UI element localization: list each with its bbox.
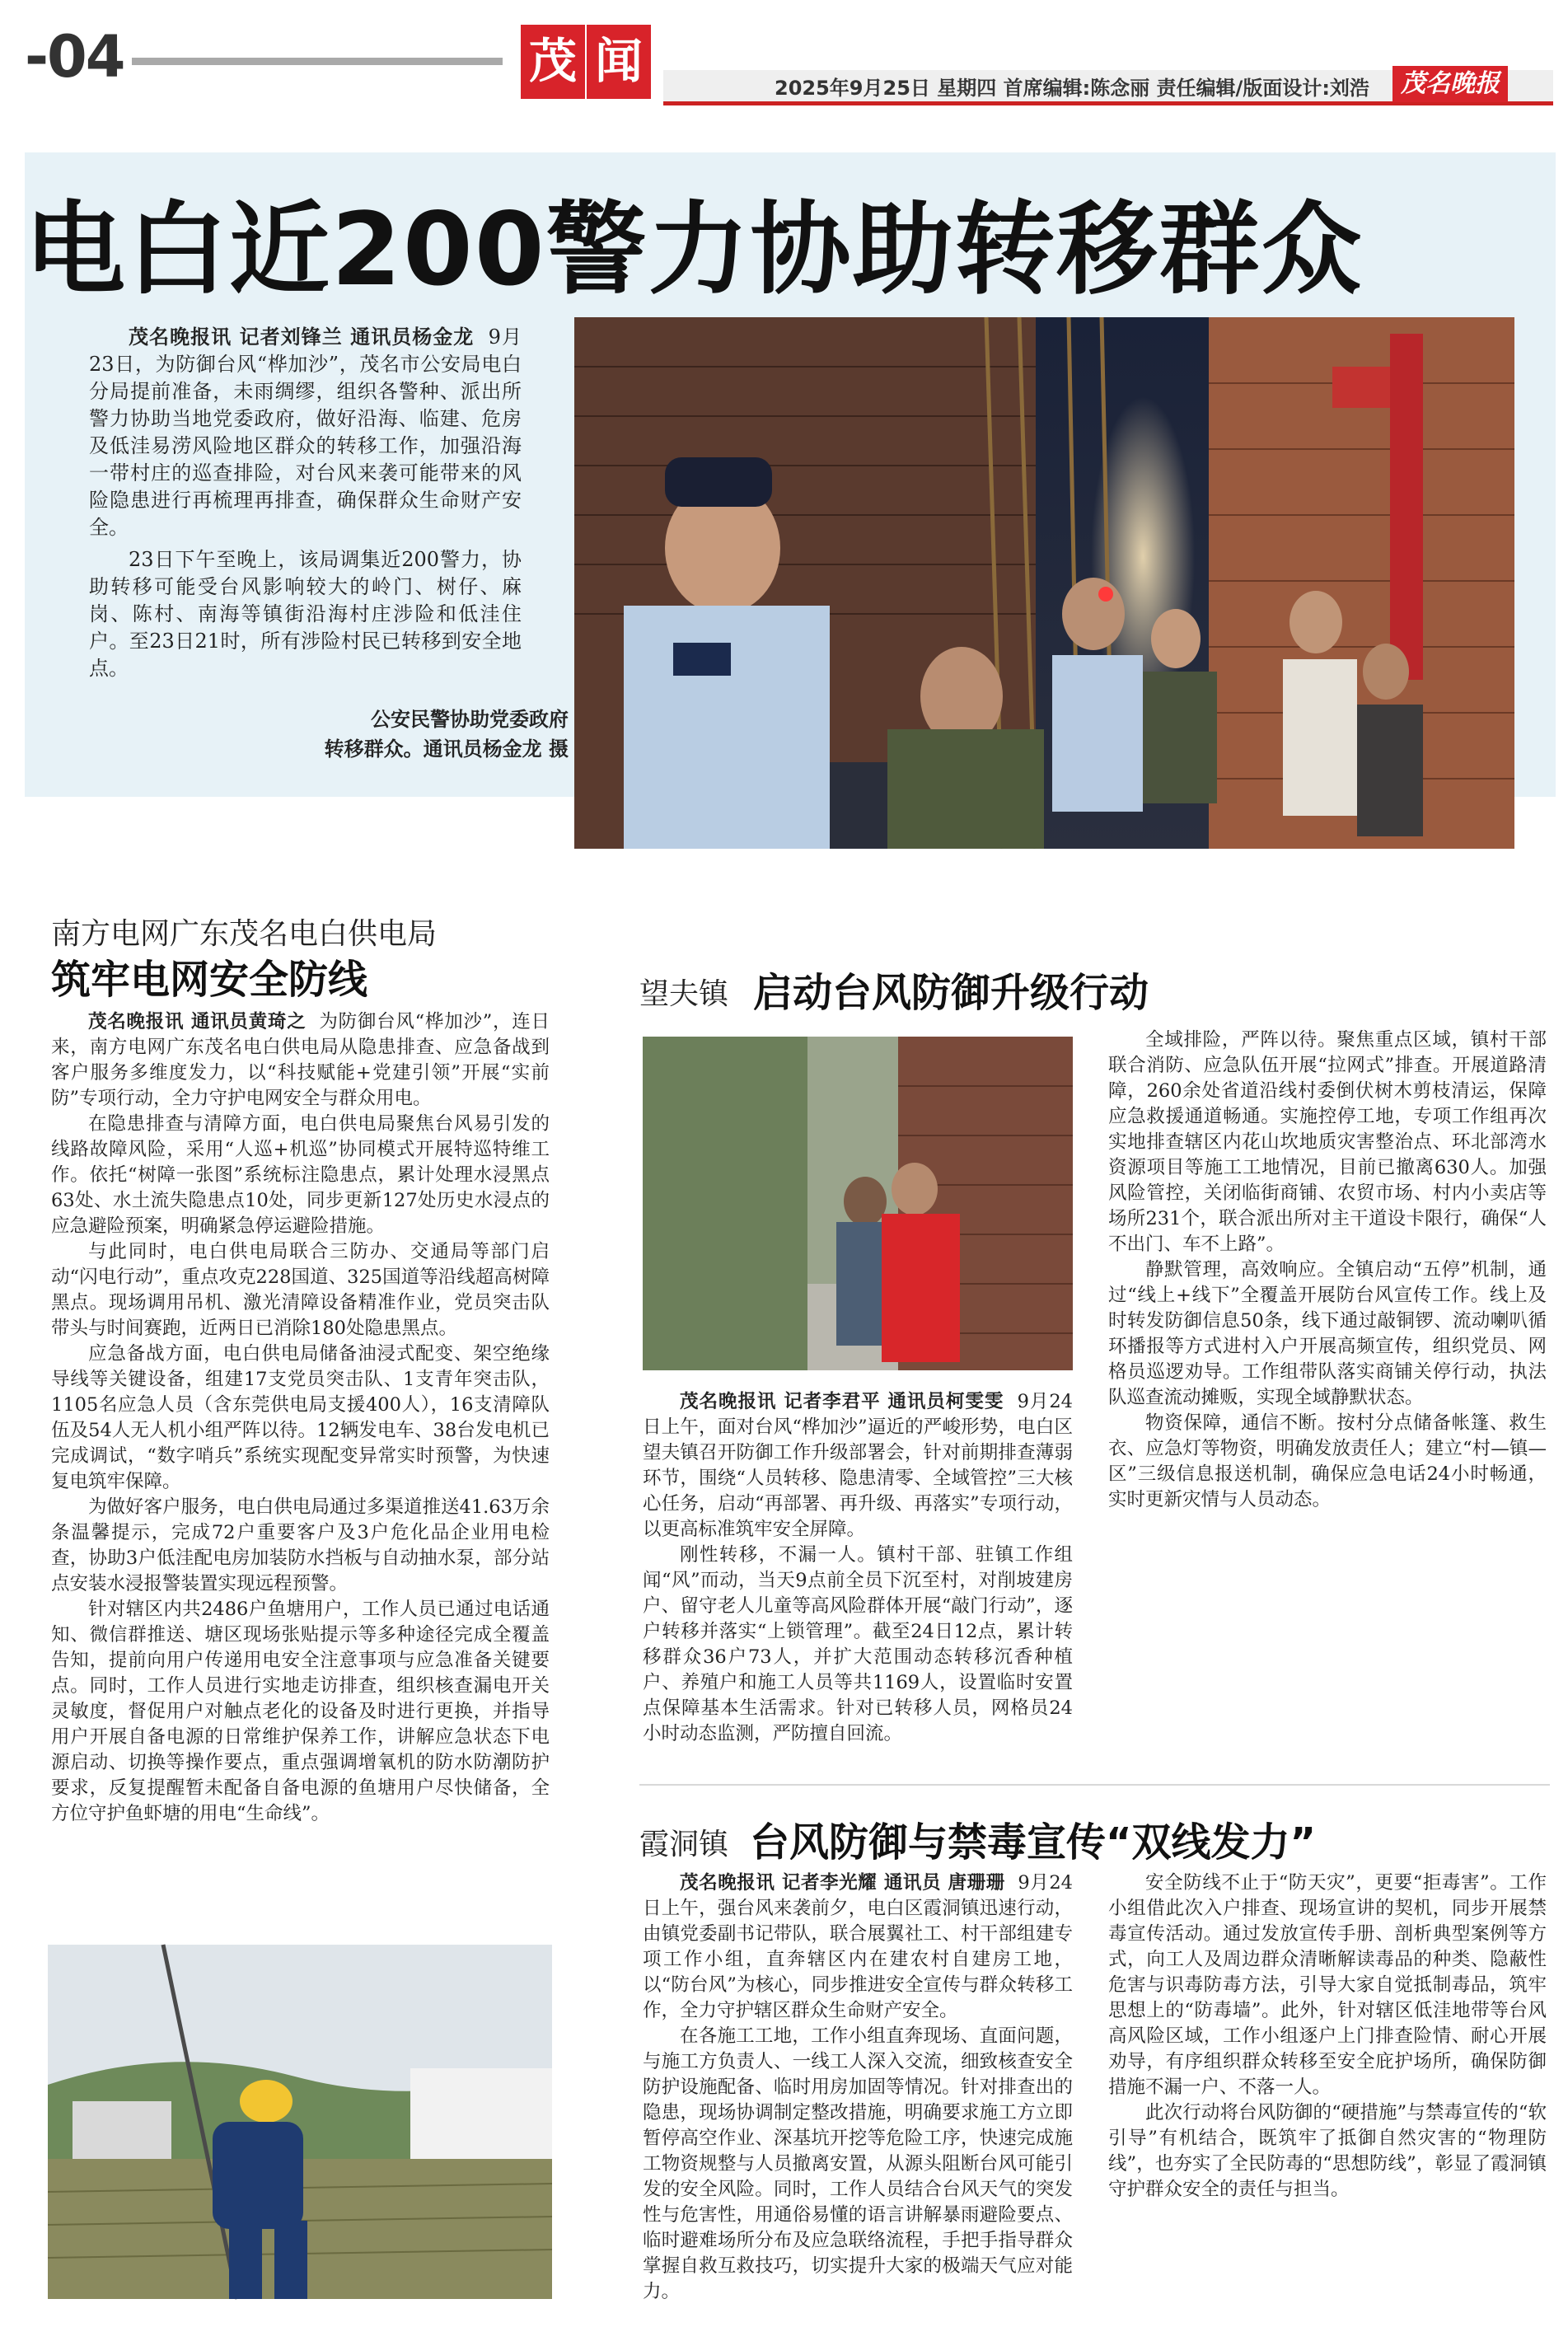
xiadong-col-2 (1108, 1870, 1547, 2203)
xiadong-paragraph-2: 在各施工工地，工作小组直奔现场、直面问题，与施工方负责人、一线工人深入交流，细致核查安全防护设施配备、临时用房加固等情况。针对排查出的隐患，现场协调制定整改措施，明确要求施工方立即暂停高空作业、深基坑开挖等危险工序，快速完成施工物资规整与人员撤离安置，从源头阻断台风可能引发的安全风险。同时，工作人员结合台风天气的突发性与危害性，用通俗易懂的语言讲解暴雨避险要点、临时避难场所分布及应急联络流程，手把手指导群众掌握自救互救技巧，切实提升大家的极端天气应对能力。 (643, 2025, 1073, 2302)
lead-paragraph-2: 23日下午至晚上，该局调集近200警力，协助转移可能受台风影响较大的岭门、树仔、麻岗、陈村、南海等镇街沿海村庄涉险和低洼住户。至23日21时，所有涉险村民已转移到安全地点。 (89, 548, 522, 680)
grid-photo (48, 1945, 552, 2299)
lead-photo-caption (247, 705, 569, 764)
grid-byline: 茂名晚报讯 通讯员黄琦之 (88, 1011, 307, 1032)
wangfu-col-2 (1108, 1028, 1547, 1513)
section-char-2: 闻 (587, 25, 651, 99)
xiadong-byline: 茂名晚报讯 记者李光耀 通讯员 唐珊珊 (680, 1872, 1005, 1894)
xiadong-col-1 (643, 1870, 1073, 2305)
wangfu-byline: 茂名晚报讯 记者李君平 通讯员柯雯雯 (680, 1391, 1004, 1412)
lead-headline: 电白近200警力协助转移群众 (25, 191, 1364, 308)
lead-caption-line-1: 公安民警协助党委政府 (371, 708, 569, 731)
lead-photo (574, 317, 1514, 849)
lead-paragraph-1: 9月23日，为防御台风“桦加沙”，茂名市公安局电白分局提前准备，未雨绸缪，组织各警种、派出所警力协助当地党委政府，做好沿海、临建、危房及低洼易涝风险地区群众的转移工作，加强沿海一带村庄的巡查排险，对台风来袭可能带来的风险隐患进行再梳理再排查，确保群众生命财产安全。 (89, 325, 522, 539)
xiadong-paragraph-3: 安全防线不止于“防天灾”，更要“拒毒害”。工作小组借此次入户排查、现场宣讲的契机，同步开展禁毒宣传活动。通过发放宣传手册、剖析典型案例等方式，向工人及周边群众清晰解读毒品的种类、隐蔽性危害与识毒防毒方法，引导大家自觉抵制毒品，筑牢思想上的“防毒墙”。此外，针对辖区低洼地带等台风高风险区域，工作小组逐户上门排查险情、耐心开展劝导，有序组织群众转移至安全庇护场所，确保防御措施不漏一户、不落一人。 (1108, 1872, 1547, 2098)
wangfu-paragraph-5: 物资保障，通信不断。按村分点储备帐篷、救生衣、应急灯等物资，明确发放责任人；建立“村—镇—区”三级信息报送机制，确保应急电话24小时畅通，实时更新灾情与人员动态。 (1108, 1412, 1547, 1510)
wangfu-photo (643, 1037, 1073, 1370)
edition-meta: 2025年9月25日 星期四 首席编辑:陈念丽 责任编辑/版面设计:刘浩 (775, 77, 1369, 100)
grid-paragraph-2: 在隐患排查与清障方面，电白供电局聚焦台风易引发的线路故障风险，采用“人巡+机巡”协同模式开展特巡特维工作。依托“树障一张图”系统标注隐患点，累计处理水浸黑点63处、水土流失隐患点10处，同步更新127处历史水浸点的应急避险预案，明确紧急停运避险措施。 (51, 1113, 550, 1237)
xiadong-paragraph-4: 此次行动将台风防御的“硬措施”与禁毒宣传的“软引导”有机结合，既筑牢了抵御自然灾害的“物理防线”，也夯实了全民防毒的“思想防线”，彰显了霞洞镇守护群众安全的责任与担当。 (1108, 2102, 1547, 2200)
wangfu-paragraph-4: 静默管理，高效响应。全镇启动“五停”机制，通过“线上+线下”全覆盖开展防台风宣传工作。线上及时转发防御信息50条，线下通过敲铜锣、流动喇叭循环播报等方式进村入户开展高频宣传，组织党员、网格员巡逻劝导。工作组带队落实商铺关停行动，执法队巡查流动摊贩，实现全域静默状态。 (1108, 1259, 1547, 1408)
xiadong-location: 霞洞镇 (639, 1828, 729, 1861)
section-divider (639, 1784, 1550, 1786)
grid-paragraph-3: 与此同时，电白供电局联合三防办、交通局等部门启动“闪电行动”，重点攻克228国道、325国道等沿线超高树障黑点。现场调用吊机、激光清障设备精准作业，党员突击队带头与时间赛跑，近两日已消除180处隐患黑点。 (51, 1241, 550, 1339)
grid-title: 筑牢电网安全防线 (51, 957, 368, 1003)
header-rule (132, 58, 503, 65)
lead-byline: 茂名晚报讯 记者刘锋兰 通讯员杨金龙 (129, 325, 475, 349)
wangfu-paragraph-1: 9月24日上午，面对台风“桦加沙”逼近的严峻形势，电白区望夫镇召开防御工作升级部署会，针对前期排查薄弱环节，围绕“人员转移、隐患清零、全域管控”三大核心任务，启动“再部署、再升级、再落实”专项行动，以更高标准筑牢安全屏障。 (643, 1391, 1073, 1540)
wangfu-title: 启动台风防御升级行动 (753, 970, 1149, 1016)
grid-body (51, 1009, 550, 1827)
lead-body (89, 324, 522, 687)
lead-caption-line-2: 转移群众。通讯员杨金龙 摄 (324, 737, 569, 761)
newspaper-logo: 茂名晚报 (1392, 66, 1508, 102)
xiadong-title: 台风防御与禁毒宣传“双线发力” (750, 1819, 1317, 1866)
wangfu-paragraph-2: 刚性转移，不漏一人。镇村干部、驻镇工作组闻“风”而动，当天9点前全员下沉至村，对削坡建房户、留守老人儿童等高风险群体开展“敲门行动”，逐户转移并落实“上锁管理”。截至24日12点，累计转移群众36户73人，并扩大范围动态转移沉香种植户、养殖户和施工人员等共1169人，设置临时安置点保障基本生活需求。针对已转移人员，网格员24小时动态监测，严防擅自回流。 (643, 1544, 1073, 1744)
grid-paragraph-6: 针对辖区内共2486户鱼塘用户，工作人员已通过电话通知、微信群推送、塘区现场张贴提示等多种途径完成全覆盖告知，提前向用户传递用电安全注意事项与应急准备关键要点。同时，工作人员进行实地走访排查，组织核查漏电开关灵敏度，督促用户对触点老化的设备及时进行更换，并指导用户开展自备电源的日常维护保养工作，讲解应急状态下电源启动、切换等操作要点，重点强调增氧机的防水防潮防护要求，反复提醒暂未配备自备电源的鱼塘用户尽快储备，全方位守护鱼虾塘的用电“生命线”。 (51, 1599, 550, 1824)
wangfu-col-1 (643, 1389, 1073, 1744)
wangfu-paragraph-3: 全域排险，严阵以待。聚焦重点区域，镇村干部联合消防、应急队伍开展“拉网式”排查。开展道路清障，260余处省道沿线村委倒伏树木剪枝清运，保障应急救援通道畅通。实施控停工地，专项工作组再次实地排查辖区内花山坎地质灾害整治点、环北部湾水资源项目等施工工地情况，目前已撤离630人。加强风险管控，关闭临街商铺、农贸市场、村内小卖店等场所231个，联合派出所对主干道设卡限行，确保“人不出门、车不上路”。 (1108, 1029, 1547, 1255)
page-number: -04 (25, 23, 124, 91)
grid-paragraph-5: 为做好客户服务，电白供电局通过多渠道推送41.63万余条温馨提示，完成72户重要客户及3户危化品企业用电检查，协助3户低洼配电房加装防水挡板与自动抽水泵，部分站点安装水浸报警装置实现远程预警。 (51, 1496, 550, 1594)
section-char-1: 茂 (521, 25, 585, 99)
grid-paragraph-4: 应急备战方面，电白供电局储备油浸式配变、架空绝缘导线等关键设备，组建17支党员突击队、1支青年突击队，1105名应急人员（含东莞供电局支援400人），16支清障队伍及54人无人机小组严阵以待。12辆发电车、38台发电机已完成调试，“数字哨兵”系统实现配变异常实时预警，为快速复电筑牢保障。 (51, 1343, 550, 1492)
grid-subtitle: 南方电网广东茂名电白供电局 (51, 917, 438, 951)
wangfu-location: 望夫镇 (639, 977, 729, 1011)
xiadong-paragraph-1: 9月24日上午，强台风来袭前夕，电白区霞洞镇迅速行动，由镇党委副书记带队，联合展翼社工、村干部组建专项工作小组，直奔辖区内在建农村自建房工地，以“防台风”为核心，同步推进安全宣传与群众转移工作，全力守护辖区群众生命财产安全。 (643, 1872, 1073, 2021)
grid-paragraph-1: 为防御台风“桦加沙”，连日来，南方电网广东茂名电白供电局从隐患排查、应急备战到客户服务多维度发力，以“科技赋能+党建引领”开展“实前防”专项行动，全力守护电网安全与群众用电。 (51, 1011, 550, 1109)
